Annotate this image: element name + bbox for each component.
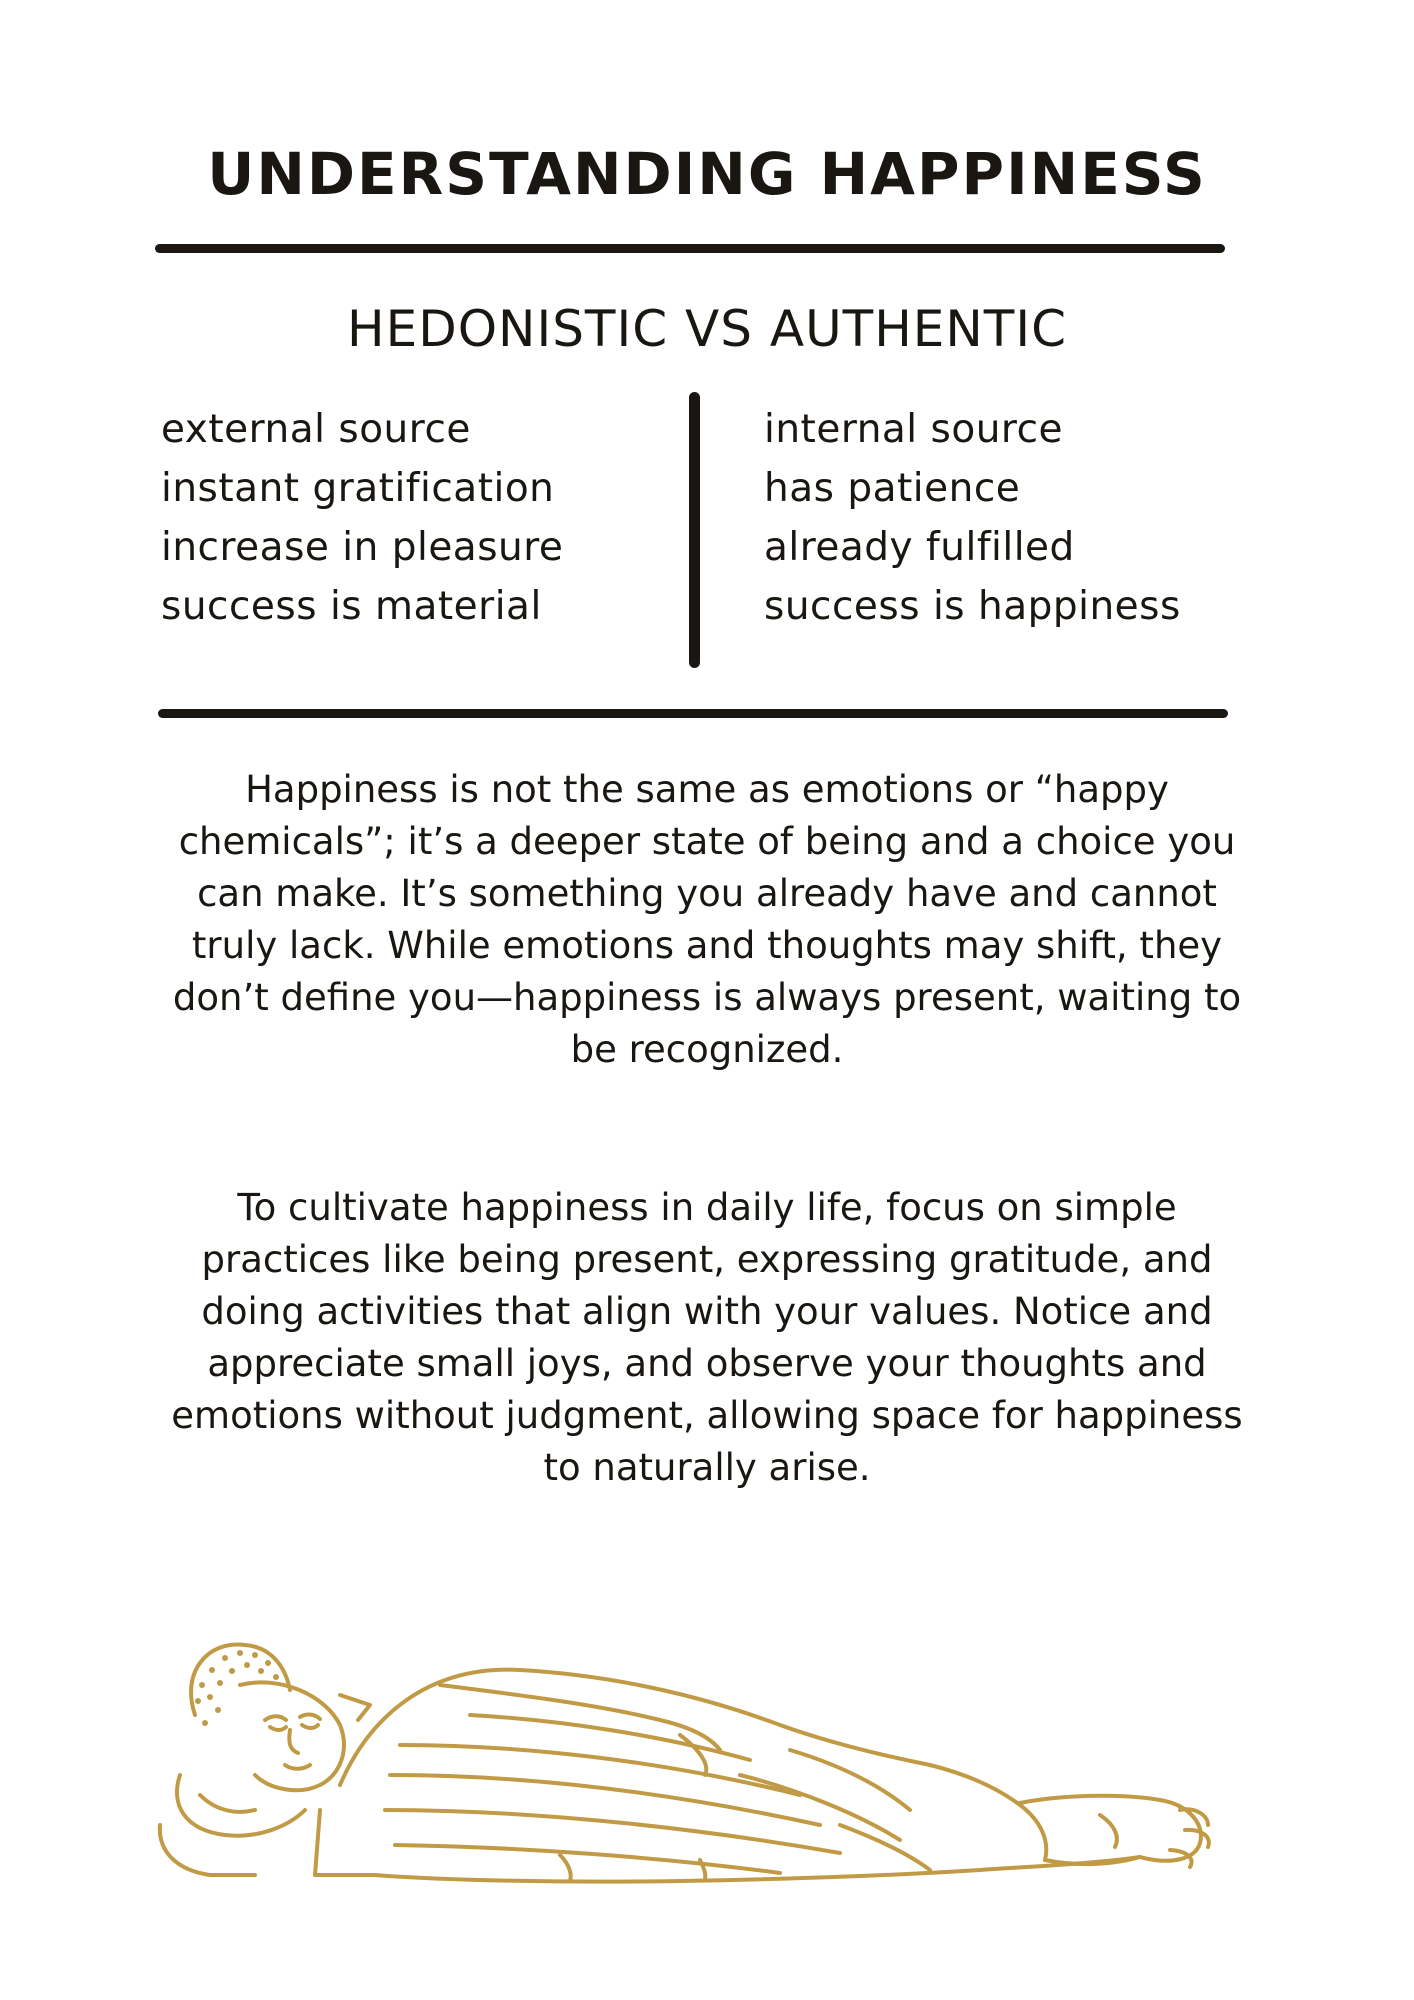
top-divider xyxy=(155,244,1225,253)
reclining-buddha-icon xyxy=(140,1625,1290,1895)
list-item: external source xyxy=(161,407,471,452)
list-item: increase in pleasure xyxy=(161,525,564,570)
bottom-divider xyxy=(158,709,1228,718)
hedonistic-list xyxy=(161,400,563,636)
list-item: instant gratification xyxy=(161,466,555,511)
page-title: UNDERSTANDING HAPPINESS xyxy=(207,140,1207,208)
comparison-subtitle: HEDONISTIC VS AUTHENTIC xyxy=(347,300,1067,358)
list-item: already fulfilled xyxy=(764,525,1075,570)
column-divider xyxy=(689,392,700,668)
paragraph-practice: To cultivate happiness in daily life, focus on simple practices like being present, expressing gratitude, and doing activities that align with your values. Notice and appreciate small joys, and observe your thoughts and emotions without judgment, allowing space for happiness to naturally arise. xyxy=(171,1186,1243,1489)
list-item: internal source xyxy=(764,407,1064,452)
list-item: has patience xyxy=(764,466,1021,511)
authentic-list xyxy=(764,400,1181,636)
list-item: success is material xyxy=(161,584,542,629)
paragraph-definition: Happiness is not the same as emotions or “happy chemicals”; it’s a deeper state of being and a choice you can make. It’s something you already have and cannot truly lack. While emotions and thoughts may shift, they don’t define you—happiness is always present, waiting to be recognized. xyxy=(172,768,1242,1071)
list-item: success is happiness xyxy=(764,584,1181,629)
